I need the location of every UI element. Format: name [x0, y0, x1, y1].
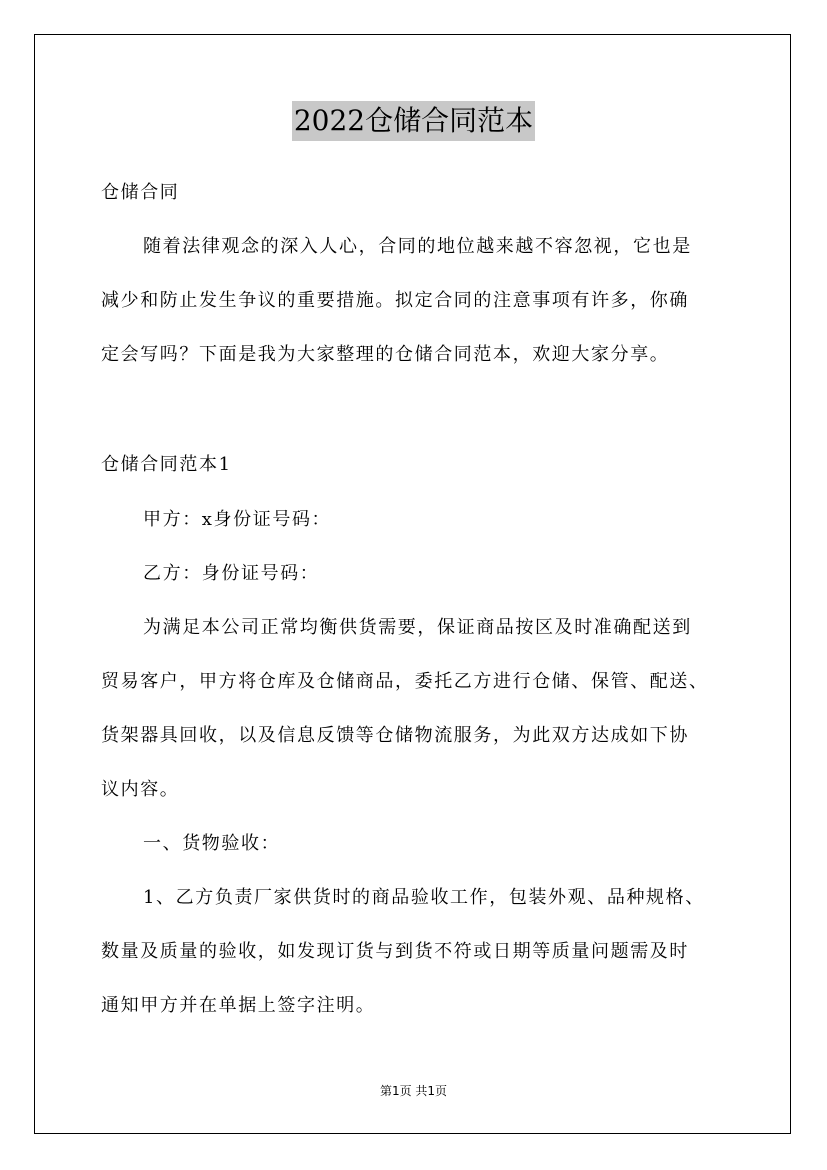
- paragraph-line-1: 为满足本公司正常均衡供货需要，保证商品按区及时准确配送到: [143, 617, 692, 638]
- page-number-footer: 第1页 共1页: [379, 1084, 448, 1098]
- intro-line-3: 定会写吗？下面是我为大家整理的仓储合同范本，欢迎大家分享。: [101, 344, 670, 365]
- party-a-line: 甲方：x身份证号码：: [143, 509, 332, 530]
- clause-heading: 一、货物验收：: [143, 833, 281, 854]
- sample-heading: 仓储合同范本1: [101, 454, 232, 475]
- paragraph-line-2: 贸易客户，甲方将仓库及仓储商品，委托乙方进行仓储、保管、配送、: [101, 671, 709, 692]
- clause-line-2: 数量及质量的验收，如发现订货与到货不符或日期等质量问题需及时: [101, 941, 689, 962]
- paragraph-line-4: 议内容。: [101, 779, 180, 800]
- party-b-line: 乙方：身份证号码：: [143, 563, 320, 584]
- paragraph-line-3: 货架器具回收，以及信息反馈等仓储物流服务，为此双方达成如下协: [101, 725, 689, 746]
- document-title: 2022仓储合同范本: [292, 101, 535, 141]
- intro-line-2: 减少和防止发生争议的重要措施。拟定合同的注意事项有许多，你确: [101, 290, 689, 311]
- clause-line-1: 1、乙方负责厂家供货时的商品验收工作，包装外观、品种规格、: [143, 887, 705, 908]
- clause-line-3: 通知甲方并在单据上签字注明。: [101, 995, 376, 1016]
- title-container: [0, 101, 827, 141]
- intro-line-1: 随着法律观念的深入人心，合同的地位越来越不容忽视，它也是: [143, 236, 692, 257]
- section-heading: 仓储合同: [101, 182, 180, 203]
